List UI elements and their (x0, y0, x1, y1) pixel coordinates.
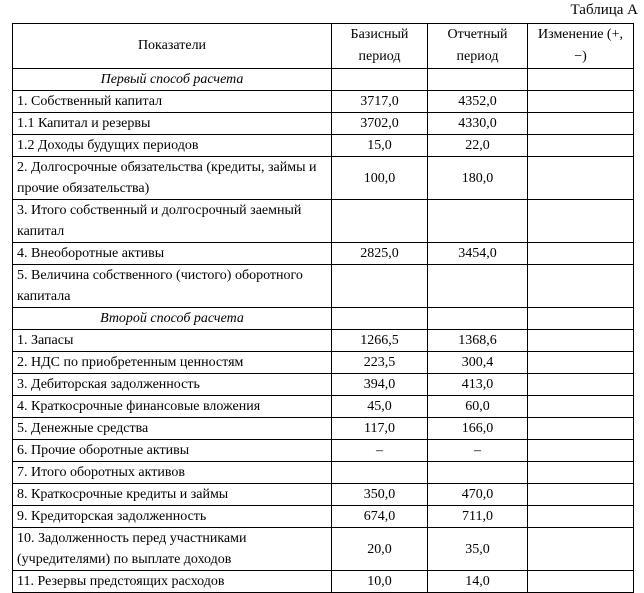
section-row (13, 308, 634, 330)
base-period-cell: 10,0 (332, 571, 428, 593)
table-row (13, 330, 634, 352)
report-period-cell: 413,0 (428, 374, 528, 396)
indicator-cell: 4. Внеоборотные активы (13, 243, 332, 265)
table-row (13, 113, 634, 135)
data-table (12, 23, 634, 593)
report-period-cell: 4330,0 (428, 113, 528, 135)
empty-cell (528, 308, 634, 330)
base-period-cell: 15,0 (332, 135, 428, 157)
indicator-cell: 11. Резервы предстоящих расходов (13, 571, 332, 593)
table-caption: Таблица А (570, 2, 638, 18)
table-row (13, 571, 634, 593)
section-row (13, 69, 634, 91)
table-row (13, 265, 634, 308)
base-period-cell: 100,0 (332, 157, 428, 200)
change-cell (528, 200, 634, 243)
empty-cell (428, 69, 528, 91)
header-report-period: Отчетный период (428, 24, 528, 69)
indicator-cell: 5. Величина собственного (чистого) оборотного капитала (13, 265, 332, 308)
report-period-cell: 14,0 (428, 571, 528, 593)
base-period-cell: 223,5 (332, 352, 428, 374)
change-cell (528, 396, 634, 418)
change-cell (528, 157, 634, 200)
table-row (13, 135, 634, 157)
indicator-cell: 1. Собственный капитал (13, 91, 332, 113)
indicator-cell: 4. Краткосрочные финансовые вложения (13, 396, 332, 418)
section-title: Второй способ расчета (13, 308, 332, 330)
table-row (13, 440, 634, 462)
report-period-cell: 166,0 (428, 418, 528, 440)
change-cell (528, 440, 634, 462)
change-cell (528, 330, 634, 352)
indicator-cell: 1. Запасы (13, 330, 332, 352)
base-period-cell: 674,0 (332, 506, 428, 528)
table-row (13, 528, 634, 571)
report-period-cell: 35,0 (428, 528, 528, 571)
base-period-cell: 1266,5 (332, 330, 428, 352)
indicator-cell: 3. Итого собственный и долгосрочный заемный капитал (13, 200, 332, 243)
base-period-cell: 45,0 (332, 396, 428, 418)
table-row (13, 484, 634, 506)
empty-cell (332, 308, 428, 330)
empty-cell (428, 308, 528, 330)
change-cell (528, 243, 634, 265)
header-row (13, 24, 634, 69)
report-period-cell: 1368,6 (428, 330, 528, 352)
indicator-cell: 8. Краткосрочные кредиты и займы (13, 484, 332, 506)
report-period-cell: 180,0 (428, 157, 528, 200)
table-row (13, 243, 634, 265)
base-period-cell: 3717,0 (332, 91, 428, 113)
indicator-cell: 1.2 Доходы будущих периодов (13, 135, 332, 157)
report-period-cell: 4352,0 (428, 91, 528, 113)
change-cell (528, 374, 634, 396)
base-period-cell: 2825,0 (332, 243, 428, 265)
base-period-cell: 3702,0 (332, 113, 428, 135)
indicator-cell: 7. Итого оборотных активов (13, 462, 332, 484)
base-period-cell: 20,0 (332, 528, 428, 571)
change-cell (528, 135, 634, 157)
change-cell (528, 462, 634, 484)
table-row (13, 91, 634, 113)
change-cell (528, 571, 634, 593)
base-period-cell (332, 265, 428, 308)
indicator-cell: 9. Кредиторская задолженность (13, 506, 332, 528)
indicator-cell: 1.1 Капитал и резервы (13, 113, 332, 135)
indicator-cell: 2. Долгосрочные обязательства (кредиты, займы и прочие обязательства) (13, 157, 332, 200)
base-period-cell: – (332, 440, 428, 462)
table-row (13, 506, 634, 528)
report-period-cell (428, 462, 528, 484)
table-row (13, 352, 634, 374)
indicator-cell: 10. Задолженность перед участниками (учредителями) по выплате доходов (13, 528, 332, 571)
table-row (13, 157, 634, 200)
report-period-cell: 470,0 (428, 484, 528, 506)
indicator-cell: 6. Прочие оборотные активы (13, 440, 332, 462)
indicator-cell: 2. НДС по приобретенным ценностям (13, 352, 332, 374)
base-period-cell: 117,0 (332, 418, 428, 440)
report-period-cell: 3454,0 (428, 243, 528, 265)
report-period-cell (428, 200, 528, 243)
report-period-cell: 22,0 (428, 135, 528, 157)
change-cell (528, 418, 634, 440)
section-title: Первый способ расчета (13, 69, 332, 91)
change-cell (528, 352, 634, 374)
change-cell (528, 484, 634, 506)
header-base-period: Базисный период (332, 24, 428, 69)
indicator-cell: 5. Денежные средства (13, 418, 332, 440)
report-period-cell: 60,0 (428, 396, 528, 418)
base-period-cell (332, 462, 428, 484)
base-period-cell: 350,0 (332, 484, 428, 506)
change-cell (528, 528, 634, 571)
base-period-cell (332, 200, 428, 243)
table-row (13, 374, 634, 396)
table-row (13, 200, 634, 243)
change-cell (528, 91, 634, 113)
table-body (13, 69, 634, 593)
empty-cell (332, 69, 428, 91)
base-period-cell: 394,0 (332, 374, 428, 396)
report-period-cell: – (428, 440, 528, 462)
change-cell (528, 506, 634, 528)
report-period-cell (428, 265, 528, 308)
change-cell (528, 113, 634, 135)
report-period-cell: 711,0 (428, 506, 528, 528)
table-row (13, 462, 634, 484)
indicator-cell: 3. Дебиторская задолженность (13, 374, 332, 396)
header-indicator: Показатели (13, 24, 332, 69)
table-row (13, 396, 634, 418)
empty-cell (528, 69, 634, 91)
table-row (13, 418, 634, 440)
change-cell (528, 265, 634, 308)
report-period-cell: 300,4 (428, 352, 528, 374)
header-change: Изменение (+, −) (528, 24, 634, 69)
